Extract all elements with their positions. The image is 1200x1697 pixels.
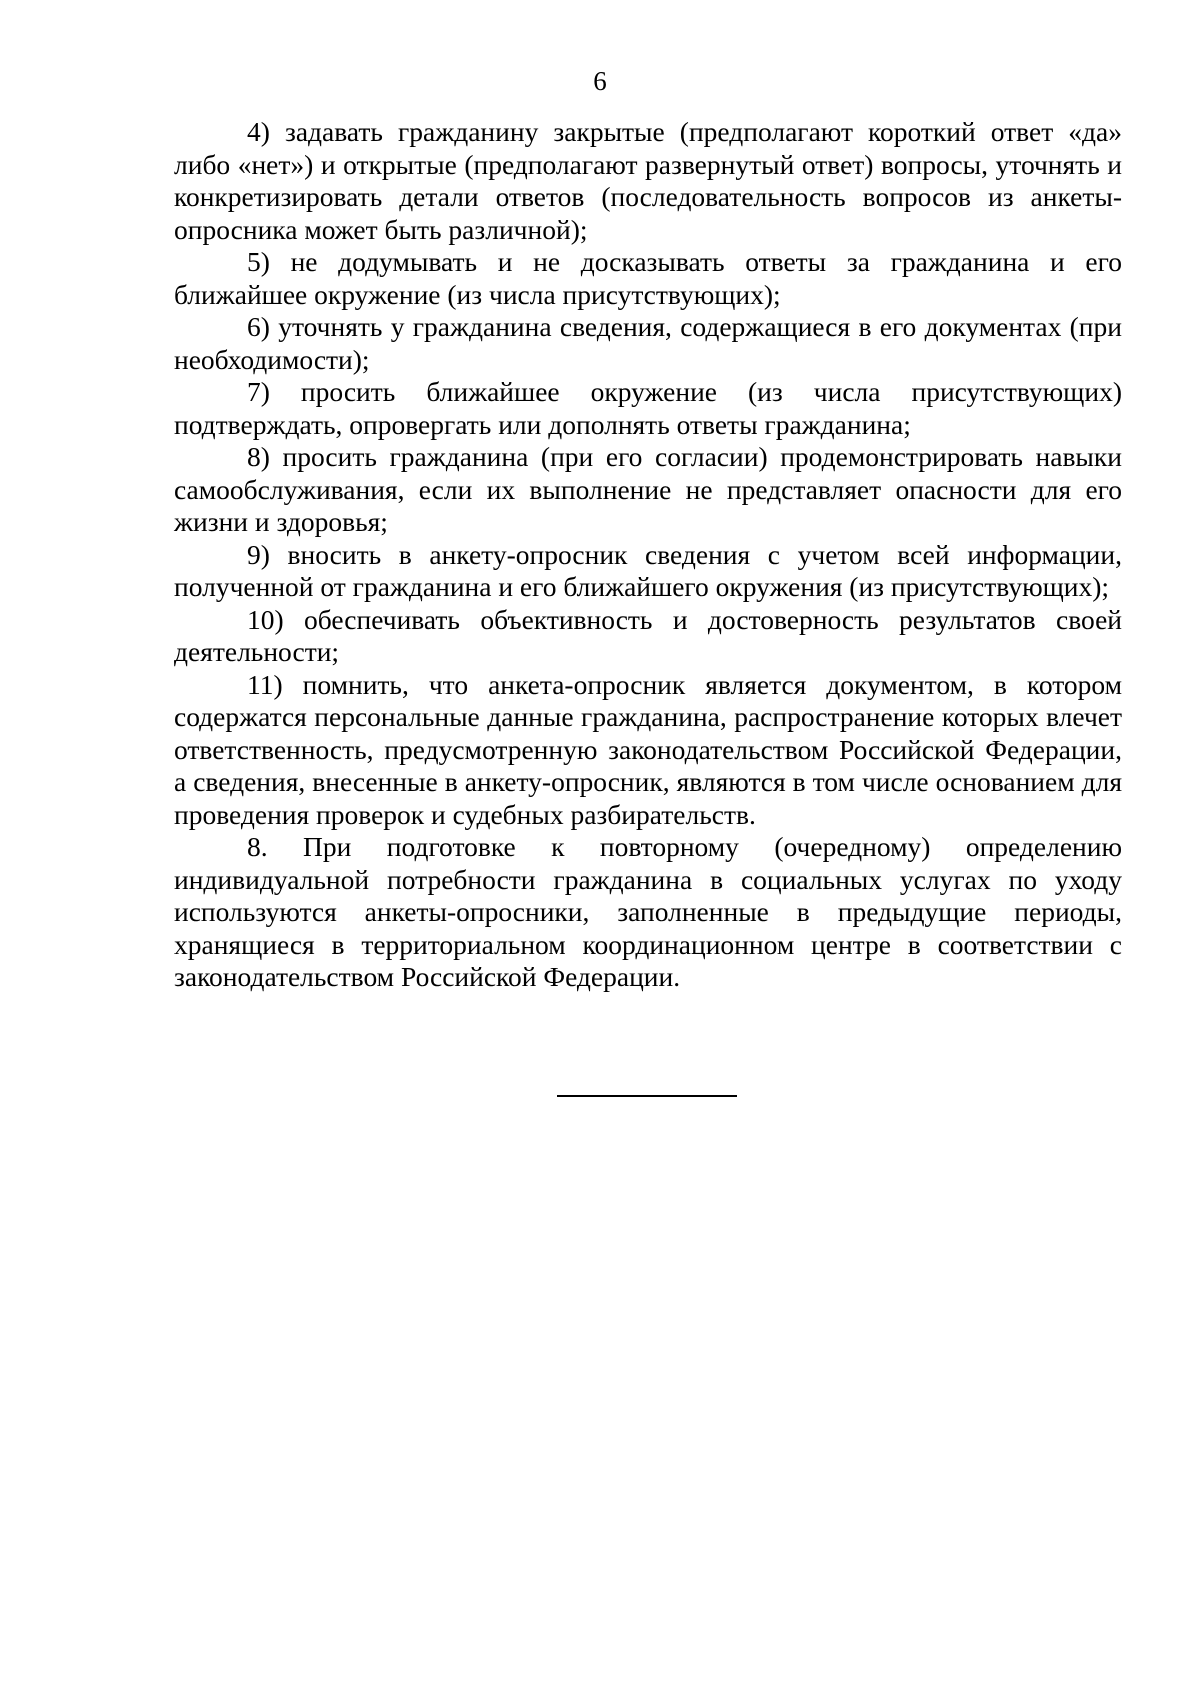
- paragraph-section-8: 8. При подготовке к повторному (очередному) определению индивидуальной потребности гражданина в социальных услугах по уходу используются анкеты-опросники, заполненные в предыдущие периоды, хранящиеся в территориальном координационном центре в соответствии с законодательством Российской Федерации.: [174, 831, 1122, 992]
- paragraph-item-8: 8) просить гражданина (при его согласии) продемонстрировать навыки самообслуживания, если их выполнение не представляет опасности для его жизни и здоровья;: [174, 441, 1122, 537]
- paragraph-item-11: 11) помнить, что анкета-опросник является документом, в котором содержатся персональные данные гражданина, распространение которых влечет ответственность, предусмотренную законодательством Российской Федерации, а сведения, внесенные в анкету-опросник, являются в том числе основанием для проведения проверок и судебных разбирательств.: [174, 668, 1122, 830]
- paragraph-item-9: 9) вносить в анкету-опросник сведения с учетом всей информации, полученной от гражданина и его ближайшего окружения (из присутствующих);: [174, 538, 1122, 602]
- paragraph-item-6: 6) уточнять у гражданина сведения, содержащиеся в его документах (при необходимости);: [174, 311, 1122, 375]
- page-number: 6: [593, 66, 607, 96]
- paragraph-item-10: 10) обеспечивать объективность и достоверность результатов своей деятельности;: [174, 603, 1122, 667]
- paragraph-item-5: 5) не додумывать и не досказывать ответы за гражданина и его ближайшее окружение (из числа присутствующих);: [174, 246, 1122, 310]
- document-body: [174, 116, 1122, 994]
- paragraph-item-4: 4) задавать гражданину закрытые (предполагают короткий ответ «да» либо «нет») и открытые (предполагают развернутый ответ) вопросы, уточнять и конкретизировать детали ответов (последовательность вопросов из анкеты-опросника может быть различной);: [174, 116, 1122, 245]
- paragraph-item-7: 7) просить ближайшее окружение (из числа присутствующих) подтверждать, опровергать или дополнять ответы гражданина;: [174, 376, 1122, 440]
- end-separator-line: [557, 1095, 737, 1097]
